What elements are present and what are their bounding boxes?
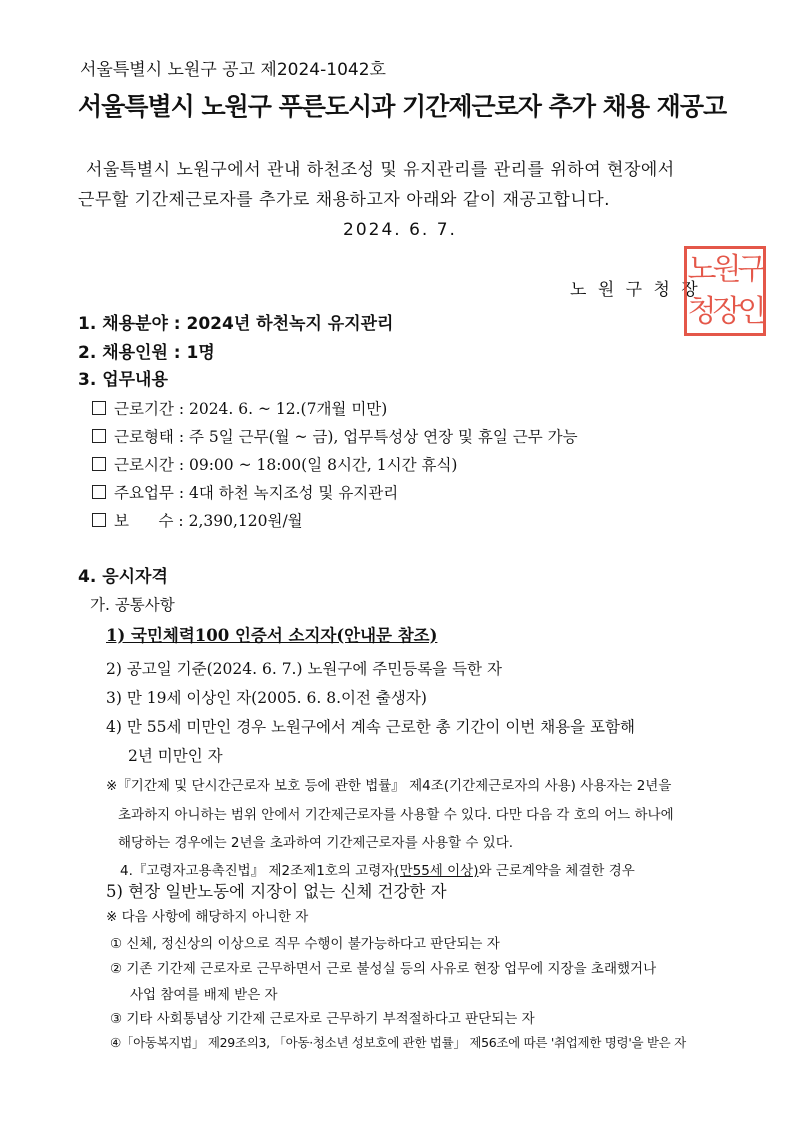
work-item bbox=[92, 513, 303, 530]
exclusion-heading: ※ 다음 사항에 해당하지 아니한 자 bbox=[106, 909, 309, 925]
checkbox-icon bbox=[92, 513, 106, 527]
legal-note: 초과하지 아니하는 범위 안에서 기간제근로자를 사용할 수 있다. 다만 다음 각 호의 어느 하나에 bbox=[118, 807, 674, 823]
exclusion-2-cont: 사업 참여를 배제 받은 자 bbox=[130, 987, 278, 1003]
work-item-text: 보 수 : 2,390,120원/월 bbox=[114, 512, 303, 530]
legal-note: ※『기간제 및 단시간근로자 보호 등에 관한 법률』 제4조(기간제근로자의 사용) 사용자는 2년을 bbox=[106, 778, 672, 794]
legal-note-item-underlined: (만55세 이상) bbox=[394, 863, 479, 879]
issuer: 노 원 구 청 장 bbox=[570, 280, 701, 300]
work-item-text: 근로시간 : 09:00 ~ 18:00(일 8시간, 1시간 휴식) bbox=[114, 456, 458, 474]
intro-line: 서울특별시 노원구에서 관내 하천조성 및 유지관리를 관리를 위하여 현장에서 bbox=[86, 160, 675, 180]
intro-line: 근무할 기간제근로자를 추가로 채용하고자 아래와 같이 재공고합니다. bbox=[78, 190, 611, 210]
checkbox-icon bbox=[92, 429, 106, 443]
work-item bbox=[92, 485, 398, 502]
qualification-4: 4) 만 55세 미만인 경우 노원구에서 계속 근로한 총 기간이 이번 채용을 포함해 bbox=[106, 718, 635, 736]
qualification-3: 3) 만 19세 이상인 자(2005. 6. 8.이전 출생자) bbox=[106, 689, 427, 707]
work-item-text: 근로기간 : 2024. 6. ~ 12.(7개월 미만) bbox=[114, 400, 388, 418]
subsection-common: 가. 공통사항 bbox=[90, 596, 175, 614]
exclusion-1: ① 신체, 정신상의 이상으로 직무 수행이 불가능하다고 판단되는 자 bbox=[110, 936, 500, 952]
section-4: 4. 응시자격 bbox=[78, 567, 168, 587]
qualification-5: 5) 현장 일반노동에 지장이 없는 신체 건강한 자 bbox=[106, 882, 447, 901]
legal-note-item-text: 4.『고령자고용촉진법』 제2조제1호의 고령자 bbox=[120, 863, 395, 879]
qualification-4-cont: 2년 미만인 자 bbox=[128, 747, 223, 765]
work-item bbox=[92, 401, 387, 418]
exclusion-4: ④「아동복지법」 제29조의3, 「아동·청소년 성보호에 관한 법률」 제56조에 따른 '취업제한 명령'을 받은 자 bbox=[110, 1035, 686, 1050]
work-item-text: 근로형태 : 주 5일 근무(월 ~ 금), 업무특성상 연장 및 휴일 근무 가능 bbox=[114, 428, 578, 446]
legal-note-item bbox=[120, 865, 635, 879]
qualification-2: 2) 공고일 기준(2024. 6. 7.) 노원구에 주민등록을 득한 자 bbox=[106, 660, 502, 678]
checkbox-icon bbox=[92, 457, 106, 471]
exclusion-2: ② 기존 기간제 근로자로 근무하면서 근로 불성실 등의 사유로 현장 업무에 지장을 초래했거나 bbox=[110, 961, 657, 977]
work-item bbox=[92, 457, 457, 474]
notice-number: 서울특별시 노원구 공고 제2024-1042호 bbox=[80, 60, 386, 80]
qualification-1: 1) 국민체력100 인증서 소지자(안내문 참조) bbox=[106, 626, 438, 645]
official-seal: 노원구 청장인 bbox=[684, 246, 766, 336]
page-title: 서울특별시 노원구 푸른도시과 기간제근로자 추가 채용 재공고 bbox=[78, 92, 727, 121]
exclusion-3: ③ 기타 사회통념상 기간제 근로자로 근무하기 부적절하다고 판단되는 자 bbox=[110, 1011, 535, 1027]
section-2: 2. 채용인원 : 1명 bbox=[78, 343, 215, 363]
work-item bbox=[92, 429, 578, 446]
notice-date: 2024. 6. 7. bbox=[343, 220, 457, 240]
checkbox-icon bbox=[92, 401, 106, 415]
work-item-text: 주요업무 : 4대 하천 녹지조성 및 유지관리 bbox=[114, 484, 399, 502]
legal-note-item-text: 와 근로계약을 체결한 경우 bbox=[478, 863, 635, 879]
checkbox-icon bbox=[92, 485, 106, 499]
section-3: 3. 업무내용 bbox=[78, 370, 168, 390]
legal-note: 해당하는 경우에는 2년을 초과하여 기간제근로자를 사용할 수 있다. bbox=[118, 835, 514, 851]
section-1: 1. 채용분야 : 2024년 하천녹지 유지관리 bbox=[78, 314, 394, 334]
